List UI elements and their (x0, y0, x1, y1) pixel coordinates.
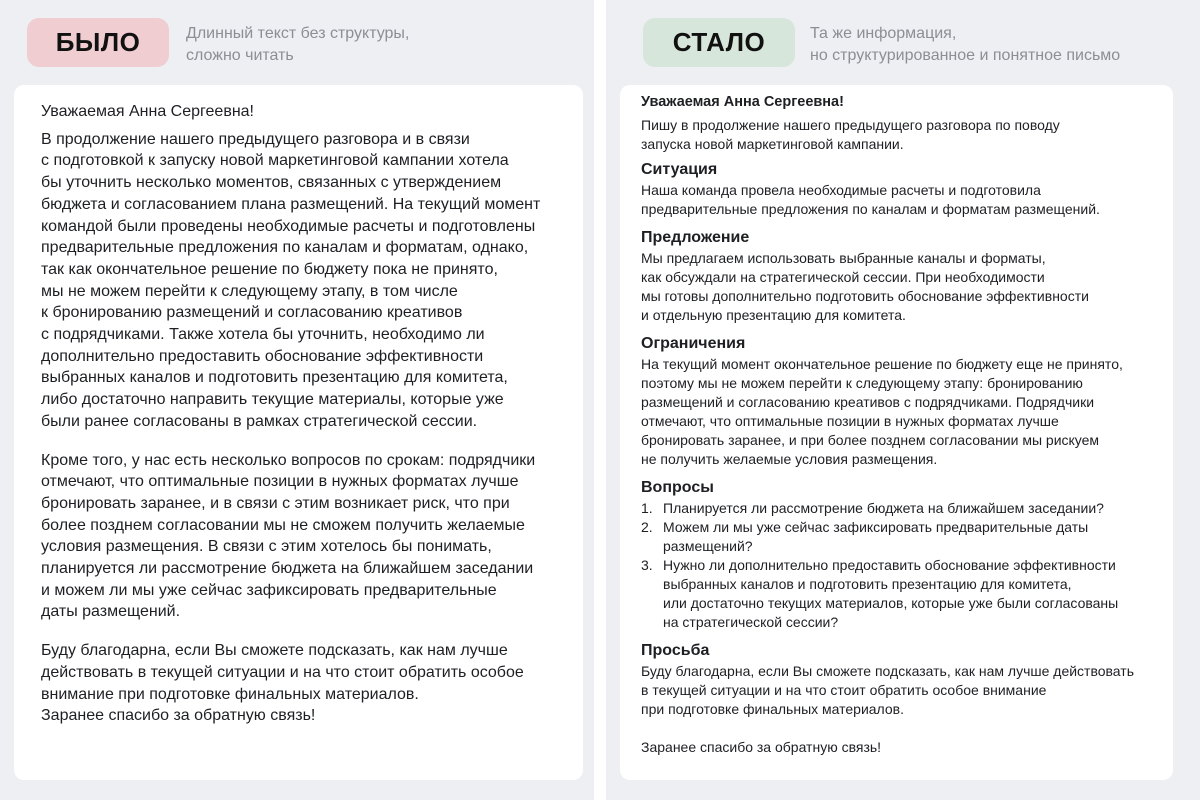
section-line: Мы предлагаем использовать выбранные каналы и форматы, (641, 250, 1046, 266)
intro-line: запуска новой маркетинговой кампании. (641, 136, 904, 152)
after-caption-line: но структурированное и понятное письмо (810, 47, 1121, 64)
question-line: Планируется ли рассмотрение бюджета на ближайшем заседании? (663, 500, 1104, 516)
section-line: предварительные предложения по каналам и форматам размещений. (641, 201, 1100, 217)
paragraph-line: В продолжение нашего предыдущего разговора и в связи (41, 130, 470, 148)
section-line: отмечают, что оптимальные позиции в нужных форматах лучше (641, 413, 1059, 429)
question-number: 2. (641, 519, 653, 535)
section-body-request (641, 662, 1166, 719)
questions-list (641, 499, 1166, 632)
before-caption-line: сложно читать (186, 47, 294, 64)
question-line: размещений? (663, 538, 753, 554)
paragraph-line: действовать в текущей ситуации и на что стоит обратить особое (41, 663, 524, 681)
before-paragraph-3 (41, 640, 571, 727)
before-letter (41, 101, 571, 727)
before-paragraph-1 (41, 129, 571, 433)
paragraph-line: бронировать заранее, и в связи с этим возникает риск, что при (41, 494, 510, 512)
paragraph-line: условия размещения. В связи с этим хотелось бы понимать, (41, 538, 492, 556)
question-line: или достаточно текущих материалов, которые уже были согласованы (663, 595, 1119, 611)
paragraph-line: и можем ли мы уже сейчас зафиксировать предварительные (41, 581, 497, 599)
paragraph-line: более позднем согласовании мы не сможем получить желаемые (41, 516, 525, 534)
paragraph-line: с подрядчиками. Также хотела бы уточнить, необходимо ли (41, 326, 485, 344)
question-item (641, 556, 1166, 632)
question-number: 3. (641, 557, 653, 573)
paragraph-line: Буду благодарна, если Вы сможете подсказать, как нам лучше (41, 642, 508, 660)
section-line: Наша команда провела необходимые расчеты и подготовила (641, 182, 1041, 198)
paragraph-line: отмечают, что оптимальные позиции в нужных форматах лучше (41, 473, 519, 491)
before-paragraph-2 (41, 450, 571, 624)
section-heading-request: Просьба (641, 642, 710, 659)
section-line: Буду благодарна, если Вы сможете подсказать, как нам лучше действовать (641, 663, 1134, 679)
paragraph-line: планируется ли рассмотрение бюджета на ближайшем заседании (41, 560, 534, 578)
section-line: как обсуждали на стратегической сессии. При необходимости (641, 269, 1045, 285)
section-line: не получить желаемые условия размещения. (641, 451, 938, 467)
section-heading-situation: Ситуация (641, 161, 718, 178)
question-item (641, 499, 1166, 518)
paragraph-line: мы не можем перейти к следующему этапу, в том числе (41, 282, 458, 300)
paragraph-line: с подготовкой к запуску новой маркетинговой кампании хотела (41, 152, 509, 170)
before-badge: БЫЛО (27, 18, 169, 67)
question-number: 1. (641, 500, 653, 516)
section-body-limitations (641, 355, 1166, 469)
after-intro (641, 116, 1166, 154)
section-line: при подготовке финальных материалов. (641, 701, 904, 717)
after-closing: Заранее спасибо за обратную связь! (641, 739, 882, 755)
question-line: на стратегической сессии? (663, 614, 839, 630)
section-heading-proposal: Предложение (641, 229, 750, 246)
after-caption-line: Та же информация, (810, 25, 957, 42)
before-greeting: Уважаемая Анна Сергеевна! (41, 103, 254, 120)
paragraph-line: предварительные предложения по каналам и форматам, однако, (41, 239, 529, 257)
section-heading-limitations: Ограничения (641, 335, 746, 352)
paragraph-line: либо достаточно направить текущие материалы, которые уже (41, 391, 504, 409)
section-line: На текущий момент окончательное решение по бюджету еще не принято, (641, 356, 1123, 372)
after-caption (810, 23, 1180, 67)
section-line: поэтому мы не можем перейти к следующему этапу: бронированию (641, 375, 1083, 391)
paragraph-line: Заранее спасибо за обратную связь! (41, 707, 316, 725)
paragraph-line: бюджета и согласованием плана размещений. На текущий момент (41, 195, 541, 213)
after-badge: СТАЛО (643, 18, 795, 67)
paragraph-line: так как окончательное решение по бюджету пока не принято, (41, 260, 498, 278)
section-line: в текущей ситуации и на что стоит обратить особое внимание (641, 682, 1047, 698)
question-item (641, 518, 1166, 556)
question-line: выбранных каналов и подготовить презентацию для комитета, (663, 576, 1072, 592)
before-caption-line: Длинный текст без структуры, (186, 25, 410, 42)
question-line: Нужно ли дополнительно предоставить обоснование эффективности (663, 557, 1116, 573)
after-greeting: Уважаемая Анна Сергеевна! (641, 94, 844, 110)
paragraph-line: внимание при подготовке финальных материалов. (41, 685, 419, 703)
panel-divider (594, 0, 606, 800)
paragraph-line: даты размещений. (41, 603, 181, 621)
before-caption (186, 23, 476, 67)
section-line: и отдельную презентацию для комитета. (641, 307, 906, 323)
section-line: бронировать заранее, и при более позднем согласовании мы рискуем (641, 432, 1100, 448)
section-body-proposal (641, 249, 1166, 325)
question-line: Можем ли мы уже сейчас зафиксировать предварительные даты (663, 519, 1089, 535)
section-line: размещений и согласованию креативов с подрядчиками. Подрядчики (641, 394, 1095, 410)
intro-line: Пишу в продолжение нашего предыдущего разговора по поводу (641, 117, 1060, 133)
paragraph-line: Кроме того, у нас есть несколько вопросов по срокам: подрядчики (41, 451, 536, 469)
section-body-situation (641, 181, 1166, 219)
paragraph-line: к бронированию размещений и согласованию креативов (41, 304, 463, 322)
paragraph-line: командой были проведены необходимые расчеты и подготовлены (41, 217, 536, 235)
section-line: мы готовы дополнительно подготовить обоснование эффективности (641, 288, 1089, 304)
paragraph-line: были ранее согласованы в рамках стратегической сессии. (41, 412, 478, 430)
paragraph-line: бы уточнить несколько моментов, связанных с утверждением (41, 174, 502, 192)
after-letter (641, 93, 1166, 757)
paragraph-line: дополнительно предоставить обоснование эффективности (41, 347, 484, 365)
section-heading-questions: Вопросы (641, 479, 714, 496)
paragraph-line: выбранных каналов и подготовить презентацию для комитета, (41, 369, 508, 387)
